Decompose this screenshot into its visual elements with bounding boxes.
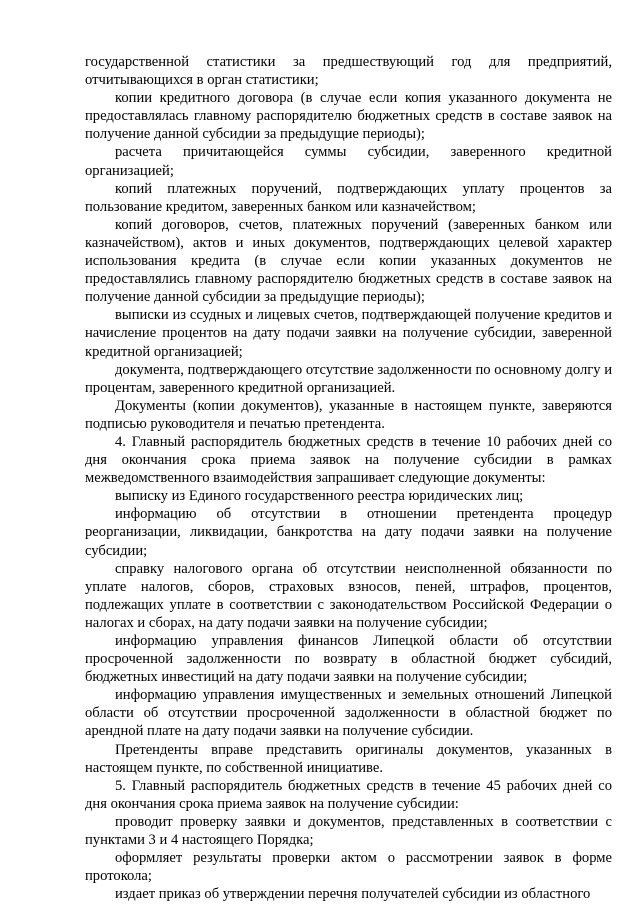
paragraph: Претенденты вправе представить оригиналы документов, указанных в настоящем пункте, по собственной инициативе. [85, 741, 612, 776]
paragraph: информацию об отсутствии в отношении претендента процедур реорганизации, ликвидации, банкротства на дату подачи заявки на получение субсидии; [85, 506, 612, 559]
paragraph: документа, подтверждающего отсутствие задолженности по основному долгу и процентам, заверенного кредитной организацией. [85, 361, 612, 396]
paragraph: информацию управления имущественных и земельных отношений Липецкой области об отсутствии просроченной задолженности в областной бюджет по арендной плате на дату подачи заявки на получение субсидии. [85, 687, 612, 740]
section-4-paragraph: 4. Главный распорядитель бюджетных средств в течение 10 рабочих дней со дня окончания срока приема заявок на получение субсидии в рамках межведомственного взаимодействия запрашивает следующие документы: [85, 433, 612, 487]
paragraph: государственной статистики за предшествующий год для предприятий, отчитывающихся в орган статистики; [85, 54, 612, 89]
paragraph: справку налогового органа об отсутствии неисполненной обязанности по уплате налогов, сборов, страховых взносов, пеней, штрафов, процентов, подлежащих уплате в соответствии с законодательством Российской Федерации о налогах и сборах, на дату подачи заявки на получение субсидии; [85, 560, 612, 631]
paragraph: расчета причитающейся суммы субсидии, заверенного кредитной организацией; [85, 144, 612, 179]
paragraph: Документы (копии документов), указанные в настоящем пункте, заверяются подписью руководителя и печатью претендента. [85, 397, 612, 432]
paragraph: копий договоров, счетов, платежных поручений (заверенных банком или казначейством), актов и иных документов, подтверждающих целевой характер использования кредита (в случае если копии указанных документов не предоставлялись главному распорядителю бюджетных средств в составе заявок на получение данной субсидии за предыдущие периоды); [85, 216, 612, 306]
paragraph: проводит проверку заявки и документов, представленных в соответствии с пунктами 3 и 4 настоящего Порядка; [85, 813, 612, 849]
paragraph: информацию управления финансов Липецкой области об отсутствии просроченной задолженности по возврату в областной бюджет субсидий, бюджетных инвестиций на дату подачи заявки на получение субсидии; [85, 633, 612, 686]
section-5-paragraph: 5. Главный распорядитель бюджетных средств в течение 45 рабочих дней со дня окончания срока приема заявок на получение субсидии: [85, 777, 612, 812]
paragraph: копии кредитного договора (в случае если копия указанного документа не предоставлялась главному распорядителю бюджетных средств в составе заявок на получение данной субсидии за предыдущие периоды); [85, 90, 612, 143]
paragraph: копий платежных поручений, подтверждающих уплату процентов за пользование кредитом, заверенных банком или казначейством; [85, 180, 612, 215]
paragraph: оформляет результаты проверки актом о рассмотрении заявок в форме протокола; [85, 850, 612, 885]
paragraph: выписки из ссудных и лицевых счетов, подтверждающей получение кредитов и начисление процентов на дату подачи заявки на получение субсидии, заверенной кредитной организацией; [85, 307, 612, 360]
document-page [85, 53, 612, 903]
paragraph: издает приказ об утверждении перечня получателей субсидии из областного [115, 886, 591, 903]
paragraph: выписку из Единого государственного реестра юридических лиц; [115, 488, 524, 505]
